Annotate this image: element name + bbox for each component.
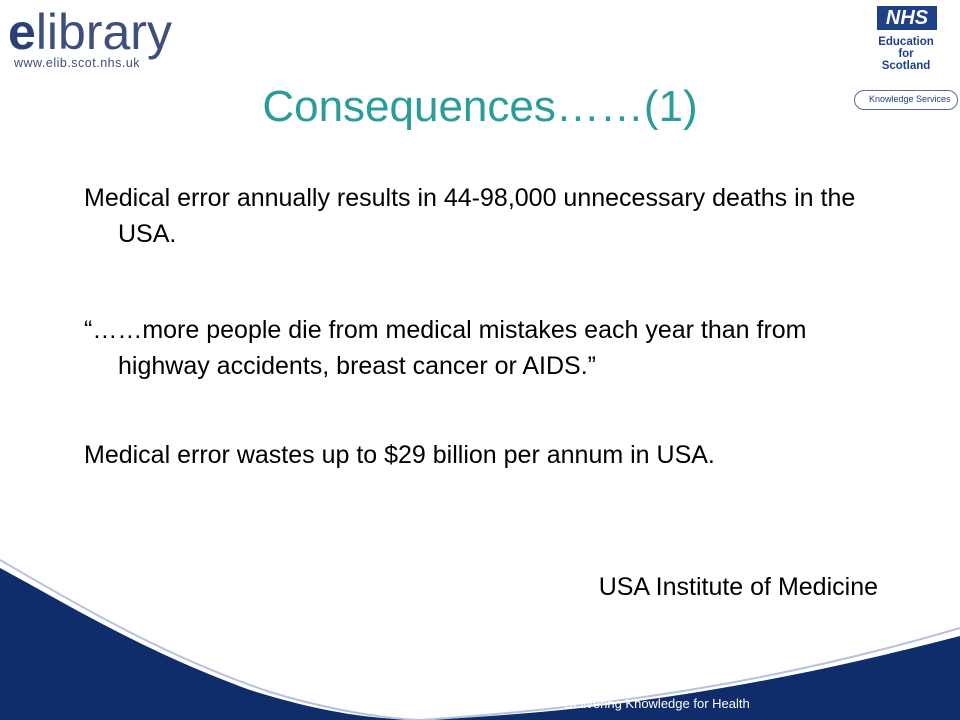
logo-line-for: for	[898, 48, 914, 60]
logo-line-education: Education	[878, 36, 934, 48]
knowledge-services-tag: Knowledge Services	[854, 90, 958, 110]
footer-tagline: Delivering Knowledge for Health	[564, 696, 750, 711]
elibrary-logo[interactable]	[8, 4, 208, 70]
bullet-paragraph-1: Medical error annually results in 44-98,000 unnecessary deaths in the USA.	[84, 184, 856, 248]
bullet-paragraph-2: “……more people die from medical mistakes each year than from highway accidents, breast cancer or AIDS.”	[84, 316, 807, 380]
logo-line-scotland: Scotland	[881, 60, 931, 72]
nhs-badge: NHS	[877, 6, 937, 30]
elibrary-wordmark: elibrary	[8, 4, 172, 60]
source-attribution: USA Institute of Medicine	[598, 573, 878, 601]
elibrary-url[interactable]: www.elib.scot.nhs.uk	[14, 56, 141, 70]
slide-title: Consequences……(1)	[262, 82, 698, 131]
bullet-paragraph-3: Medical error wastes up to $29 billion per annum in USA.	[84, 441, 715, 469]
